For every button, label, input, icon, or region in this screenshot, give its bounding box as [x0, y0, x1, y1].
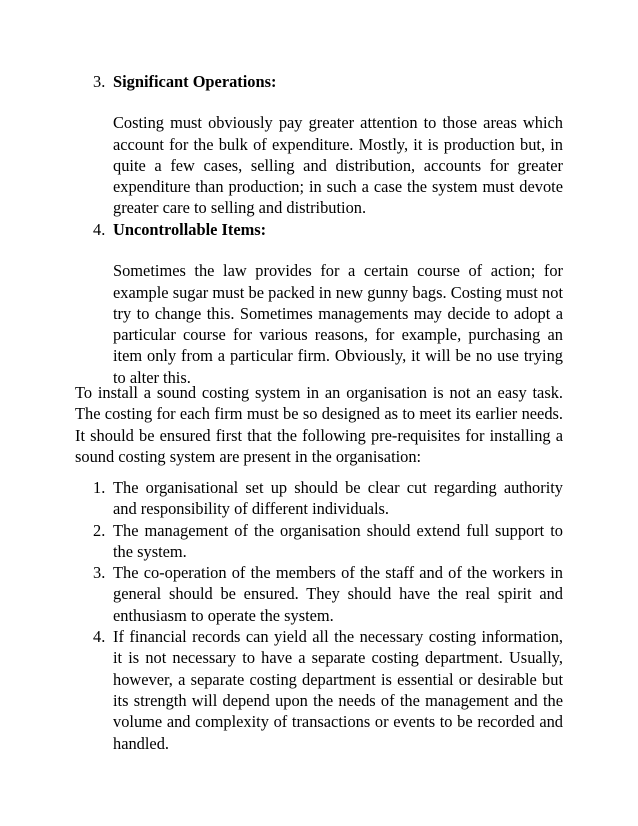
section-number: 4. — [93, 220, 106, 239]
section-heading — [93, 71, 563, 92]
list-item-number: 4. — [93, 627, 106, 647]
list-item-text: The management of the organisation should extend full support to the system. — [113, 520, 563, 561]
section-number: 3. — [93, 72, 106, 91]
section-body: Sometimes the law provides for a certain course of action; for example sugar must be packed in new gunny bags. Costing must not try to change this. Sometimes managements may decide to adopt a particular course for various reasons, for example, purchasing an item only from a particular firm. Obviously, it will be no use trying to alter this. — [113, 261, 563, 387]
prerequisites-list — [93, 477, 563, 754]
list-item-text: If financial records can yield all the necessary costing information, it is not necessary to have a separate costing department. Usually, however, a separate costing department is essential or desirable but its strength will depend upon the needs of the management and the volume and complexity of transactions or events to be recorded and handled. — [113, 627, 563, 753]
section-significant-operations — [93, 71, 563, 219]
section-uncontrollable-items — [93, 219, 563, 388]
list-item-number: 3. — [93, 563, 106, 583]
list-item-text: The co-operation of the members of the staff and of the workers in general should be ensured. They should have the real spirit and enthusiasm to operate the system. — [113, 563, 563, 625]
list-item-number: 1. — [93, 478, 106, 497]
section-heading — [93, 219, 563, 240]
list-item — [93, 626, 563, 754]
list-item — [93, 520, 563, 563]
list-item-number: 2. — [93, 520, 106, 540]
section-title: Uncontrollable Items: — [113, 220, 267, 239]
section-title: Significant Operations: — [113, 72, 277, 91]
section-body: Costing must obviously pay greater attention to those areas which account for the bulk of expenditure. Mostly, it is production but, in quite a few cases, selling and distribution, accounts for greater expenditure than production; in such a case the system must devote greater care to selling and distribution. — [113, 113, 563, 218]
list-item — [93, 562, 563, 626]
list-item — [93, 477, 563, 520]
intro-paragraph: To install a sound costing system in an organisation is not an easy task. The costing for each firm must be so designed as to meet its earlier needs. It should be ensured first that the following pre-requisites for installing a sound costing system are present in the organisation: — [75, 383, 563, 466]
list-item-text: The organisational set up should be clear cut regarding authority and responsibility of different individuals. — [113, 478, 563, 519]
